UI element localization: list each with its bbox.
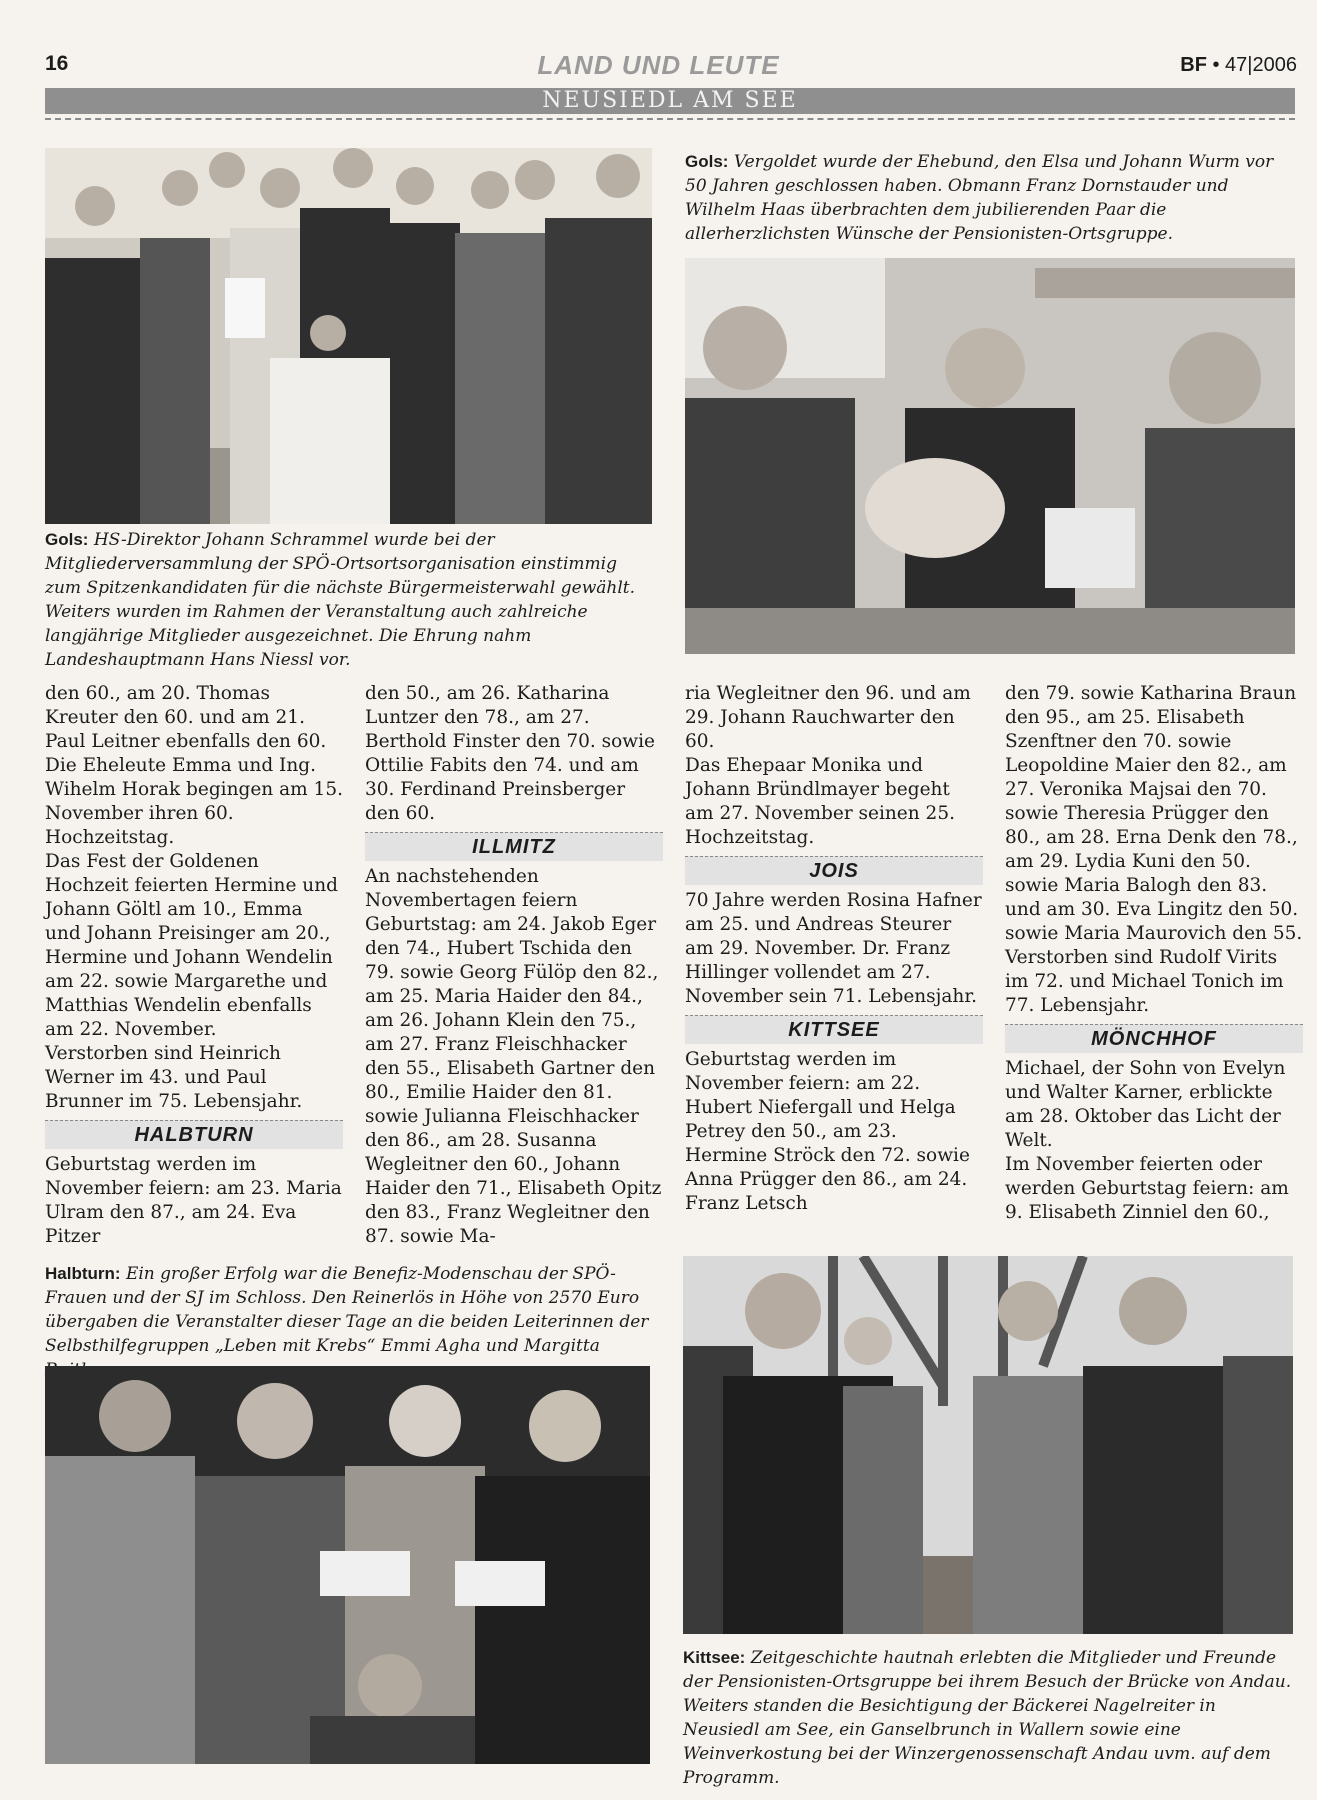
caption-gols-2 xyxy=(685,150,1295,246)
heading-halbturn: HALBTURN xyxy=(45,1120,343,1149)
paragraph: Michael, der Sohn von Evelyn und Walter Karner, erblickte am 28. Oktober das Licht der Welt. xyxy=(1005,1058,1286,1151)
paragraph: Im November feierten oder werden Geburtstag feiern: am 9. Elisabeth Zinniel den 60., xyxy=(1005,1154,1289,1223)
publication-name: BF xyxy=(1180,54,1207,76)
issue-info xyxy=(1180,54,1297,77)
photo-gols-couple xyxy=(685,258,1295,654)
paragraph: Das Fest der Goldenen Hochzeit feierten Hermine und Johann Göltl am 10., Emma und Johann Preisinger am 20., Hermine und Johann Wendelin am 22. sowie Margarethe und Matthias Wendelin ebenfalls am 22. November. xyxy=(45,851,338,1040)
caption-text: Vergoldet wurde der Ehebund, den Elsa und Johann Wurm vor 50 Jahren geschlossen haben. Obmann Franz Dornstauder und Wilhelm Haas überbrachten dem jubilierenden Paar die allerherzlichsten Wünsche der Pensionisten-Ortsgruppe. xyxy=(685,152,1274,244)
paragraph: Verstorben sind Heinrich Werner im 43. und Paul Brunner im 75. Lebensjahr. xyxy=(45,1043,303,1112)
paragraph: den 50., am 26. Katharina Luntzer den 78., am 27. Berthold Finster den 70. sowie Ottilie Fabits den 74. und am 30. Ferdinand Preinsberger den 60. xyxy=(365,683,656,824)
photo-halbturn-women xyxy=(45,1366,650,1764)
heading-illmitz: ILLMITZ xyxy=(365,832,663,861)
paragraph: den 79. sowie Katharina Braun den 95., am 25. Elisabeth Szenftner den 70. sowie Leopoldine Maier den 82., am 27. Veronika Majsai den 70. sowie Theresia Prügger den 80., am 28. Erna Denk den 78., am 29. Lydia Kuni den 50. sowie Maria Balogh den 83. und am 30. Eva Lingitz den 50. sowie Maria Maurovich den 55. xyxy=(1005,683,1303,944)
issue-number: • 47|2006 xyxy=(1212,54,1297,76)
paragraph: Das Ehepaar Monika und Johann Bründlmayer begeht am 27. November seinen 25. Hochzeitstag. xyxy=(685,755,955,848)
caption-place: Kittsee: xyxy=(683,1648,746,1667)
column-2 xyxy=(365,682,663,1249)
paragraph: Verstorben sind Rudolf Virits im 72. und Michael Tonich im 77. Lebensjahr. xyxy=(1005,947,1284,1016)
caption-place: Gols: xyxy=(45,530,89,549)
header-divider xyxy=(45,118,1295,120)
caption-gols-1 xyxy=(45,528,652,672)
caption-place: Halbturn: xyxy=(45,1264,121,1283)
heading-moenchhof: MÖNCHHOF xyxy=(1005,1024,1303,1053)
photo-kittsee-bridge xyxy=(683,1256,1293,1634)
caption-text: Ein großer Erfolg war die Benefiz-Modenschau der SPÖ-Frauen und der SJ im Schloss. Den Reinerlös in Höhe von 2570 Euro übergaben die Veranstalter dieser Tage an die beiden Leiterinnen der Selbsthilfegruppen „Leben mit Krebs“ Emmi Agha und Margitta xyxy=(45,1264,649,1356)
paragraph: den 60., am 20. Thomas Kreuter den 60. und am 21. Paul Leitner ebenfalls den 60. xyxy=(45,683,327,752)
column-1 xyxy=(45,682,343,1249)
page-number: 16 xyxy=(45,52,69,75)
paragraph: Geburtstag werden im November feiern: am 23. Maria Ulram den 87., am 24. Eva Pitzer xyxy=(45,1154,342,1247)
caption-halbturn xyxy=(45,1262,655,1382)
caption-text: HS-Direktor Johann Schrammel wurde bei der Mitgliederversammlung der SPÖ-Ortsortsorganisation einstimmig zum Spitzenkandidaten für die nächste Bürgermeisterwahl gewählt. Weiters wurden im Rahmen der Veranstaltung auch zahlreiche langjährige Mitglieder ausgezeichnet. Die Ehrung nahm Landeshauptmann Hans Niessl vor. xyxy=(45,530,636,670)
section-title: LAND UND LEUTE xyxy=(537,50,780,80)
photo-gols-group xyxy=(45,148,652,524)
region-bar: NEUSIEDL AM SEE xyxy=(45,88,1295,114)
column-4 xyxy=(1005,682,1303,1225)
heading-jois: JOIS xyxy=(685,856,983,885)
heading-kittsee: KITTSEE xyxy=(685,1015,983,1044)
paragraph: Die Eheleute Emma und Ing. Wihelm Horak begingen am 15. November ihren 60. Hochzeitstag. xyxy=(45,755,343,848)
paragraph: An nachstehenden Novembertagen feiern Geburtstag: am 24. Jakob Eger den 74., Hubert Tschida den 79. sowie Georg Fülöp den 82., am 25. Maria Haider den 84., am 26. Johann Klein den 75., am 27. Franz Fleischhacker den 55., Elisabeth Gartner den 80., Emilie Haider den 81. sowie Julianna Fleischhacker den 86., am 28. Susanna Wegleitner den 60., Johann Haider den 71., Elisabeth Opitz den 83., Franz Wegleitner den 87. sowie Ma- xyxy=(365,866,662,1247)
column-3 xyxy=(685,682,983,1216)
caption-text: Zeitgeschichte hautnah erlebten die Mitglieder und Freunde der Pensionisten-Ortsgruppe bei ihrem Besuch der Brücke von Andau. Weiters standen die Besichtigung der Bäckerei Nagelreiter in Neusiedl am See, ein Ganselbrunch in Wallern sowie eine Weinverkostung bei der Winzergenossenschaft Andau uvm. auf dem Programm. xyxy=(683,1648,1292,1788)
paragraph: Geburtstag werden im November feiern: am 22. Hubert Niefergall und Helga Petrey den 50., am 23. Hermine Ströck den 72. sowie Anna Prügger den 86., am 24. Franz Letsch xyxy=(685,1049,970,1214)
caption-kittsee xyxy=(683,1646,1295,1790)
paragraph: 70 Jahre werden Rosina Hafner am 25. und Andreas Steurer am 29. November. Dr. Franz Hillinger vollendet am 27. November sein 71. Lebensjahr. xyxy=(685,890,982,1007)
paragraph: ria Wegleitner den 96. und am 29. Johann Rauchwarter den 60. xyxy=(685,683,971,752)
caption-place: Gols: xyxy=(685,152,729,171)
